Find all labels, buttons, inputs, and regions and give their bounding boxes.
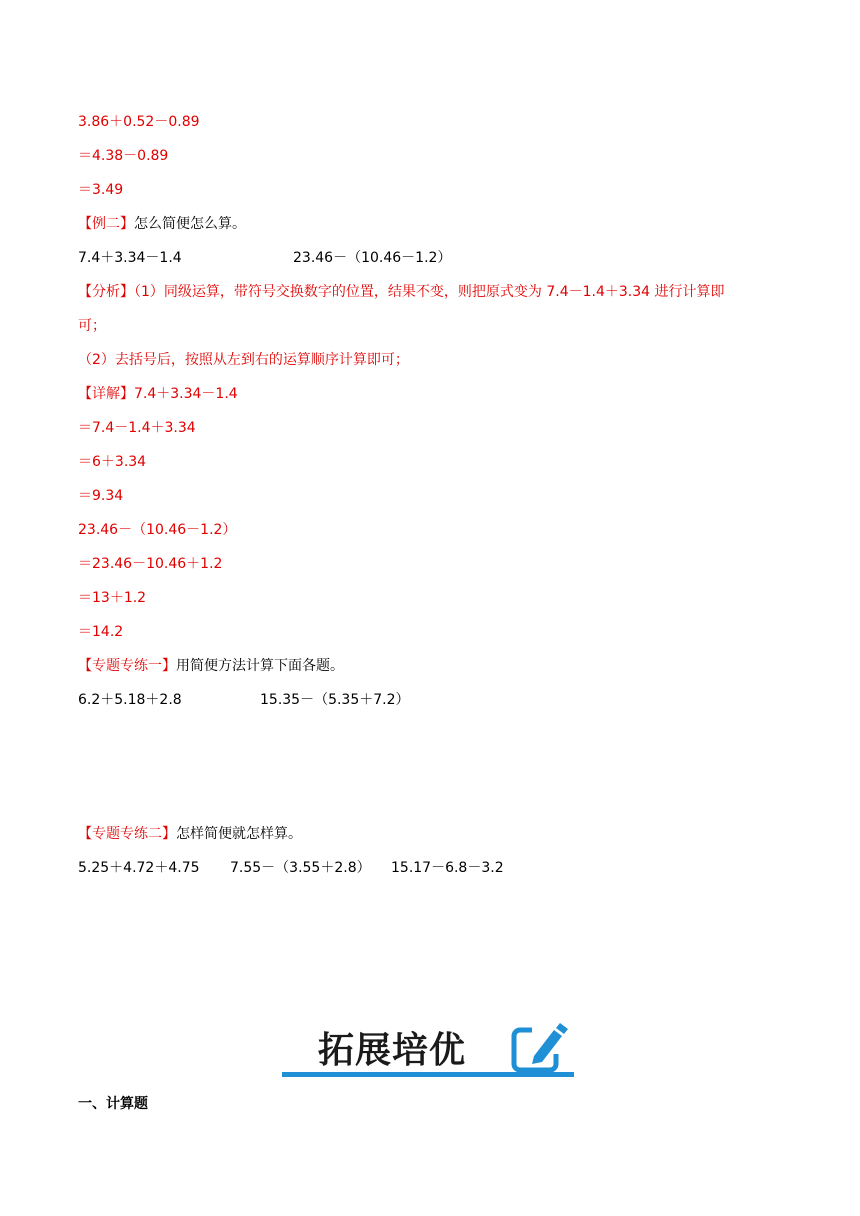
example1-step: 3.86＋0.52－0.89 (78, 114, 200, 130)
practice1-expressions (78, 690, 778, 710)
detail-step: ＝6＋3.34 (78, 454, 147, 470)
detail-first (78, 384, 238, 404)
practice2-heading (78, 824, 302, 844)
example2-expr-2: 23.46－（10.46－1.2） (293, 250, 452, 266)
section-heading: 一、计算题 (78, 1096, 148, 1112)
detail-step: 7.4＋3.34－1.4 (134, 386, 238, 402)
practice1-prompt: 用简便方法计算下面各题。 (176, 658, 344, 674)
practice2-expr-2: 7.55－（3.55＋2.8） (230, 860, 371, 876)
analysis-line: 可； (78, 318, 106, 334)
practice2-prompt: 怎样简便就怎样算。 (176, 826, 302, 842)
practice1-expr-2: 15.35－（5.35＋7.2） (260, 692, 410, 708)
detail-step: ＝14.2 (78, 624, 124, 640)
edit-icon (510, 1020, 570, 1076)
detail-step: ＝7.4－1.4＋3.34 (78, 420, 196, 436)
practice2-tag: 【专题专练二】 (78, 826, 176, 842)
example2-expressions (78, 248, 778, 268)
example2-prompt: 怎么简便怎么算。 (134, 216, 246, 232)
practice1-heading (78, 656, 344, 676)
practice2-expressions (78, 858, 778, 878)
practice1-expr-1: 6.2＋5.18＋2.8 (78, 692, 182, 708)
banner-title: 拓展培优 (318, 1030, 467, 1071)
example2-expr-1: 7.4＋3.34－1.4 (78, 250, 182, 266)
example1-step: ＝4.38－0.89 (78, 148, 169, 164)
detail-step: 23.46－（10.46－1.2） (78, 522, 237, 538)
detail-step: ＝23.46－10.46＋1.2 (78, 556, 223, 572)
analysis-line: 【分析】（1）同级运算，带符号交换数字的位置，结果不变，则把原式变为 7.4－1.4＋3.34 进行计算即 (78, 284, 725, 300)
detail-step: ＝9.34 (78, 488, 124, 504)
section-banner (282, 1018, 578, 1082)
example2-tag: 【例二】 (78, 216, 134, 232)
practice2-expr-1: 5.25＋4.72＋4.75 (78, 860, 200, 876)
example1-step: ＝3.49 (78, 182, 124, 198)
analysis-line: （2）去括号后，按照从左到右的运算顺序计算即可； (78, 352, 409, 368)
detail-step: ＝13＋1.2 (78, 590, 147, 606)
example2-heading (78, 214, 246, 234)
detail-tag: 【详解】 (78, 386, 134, 402)
practice2-expr-3: 15.17－6.8－3.2 (391, 860, 504, 876)
practice1-tag: 【专题专练一】 (78, 658, 176, 674)
